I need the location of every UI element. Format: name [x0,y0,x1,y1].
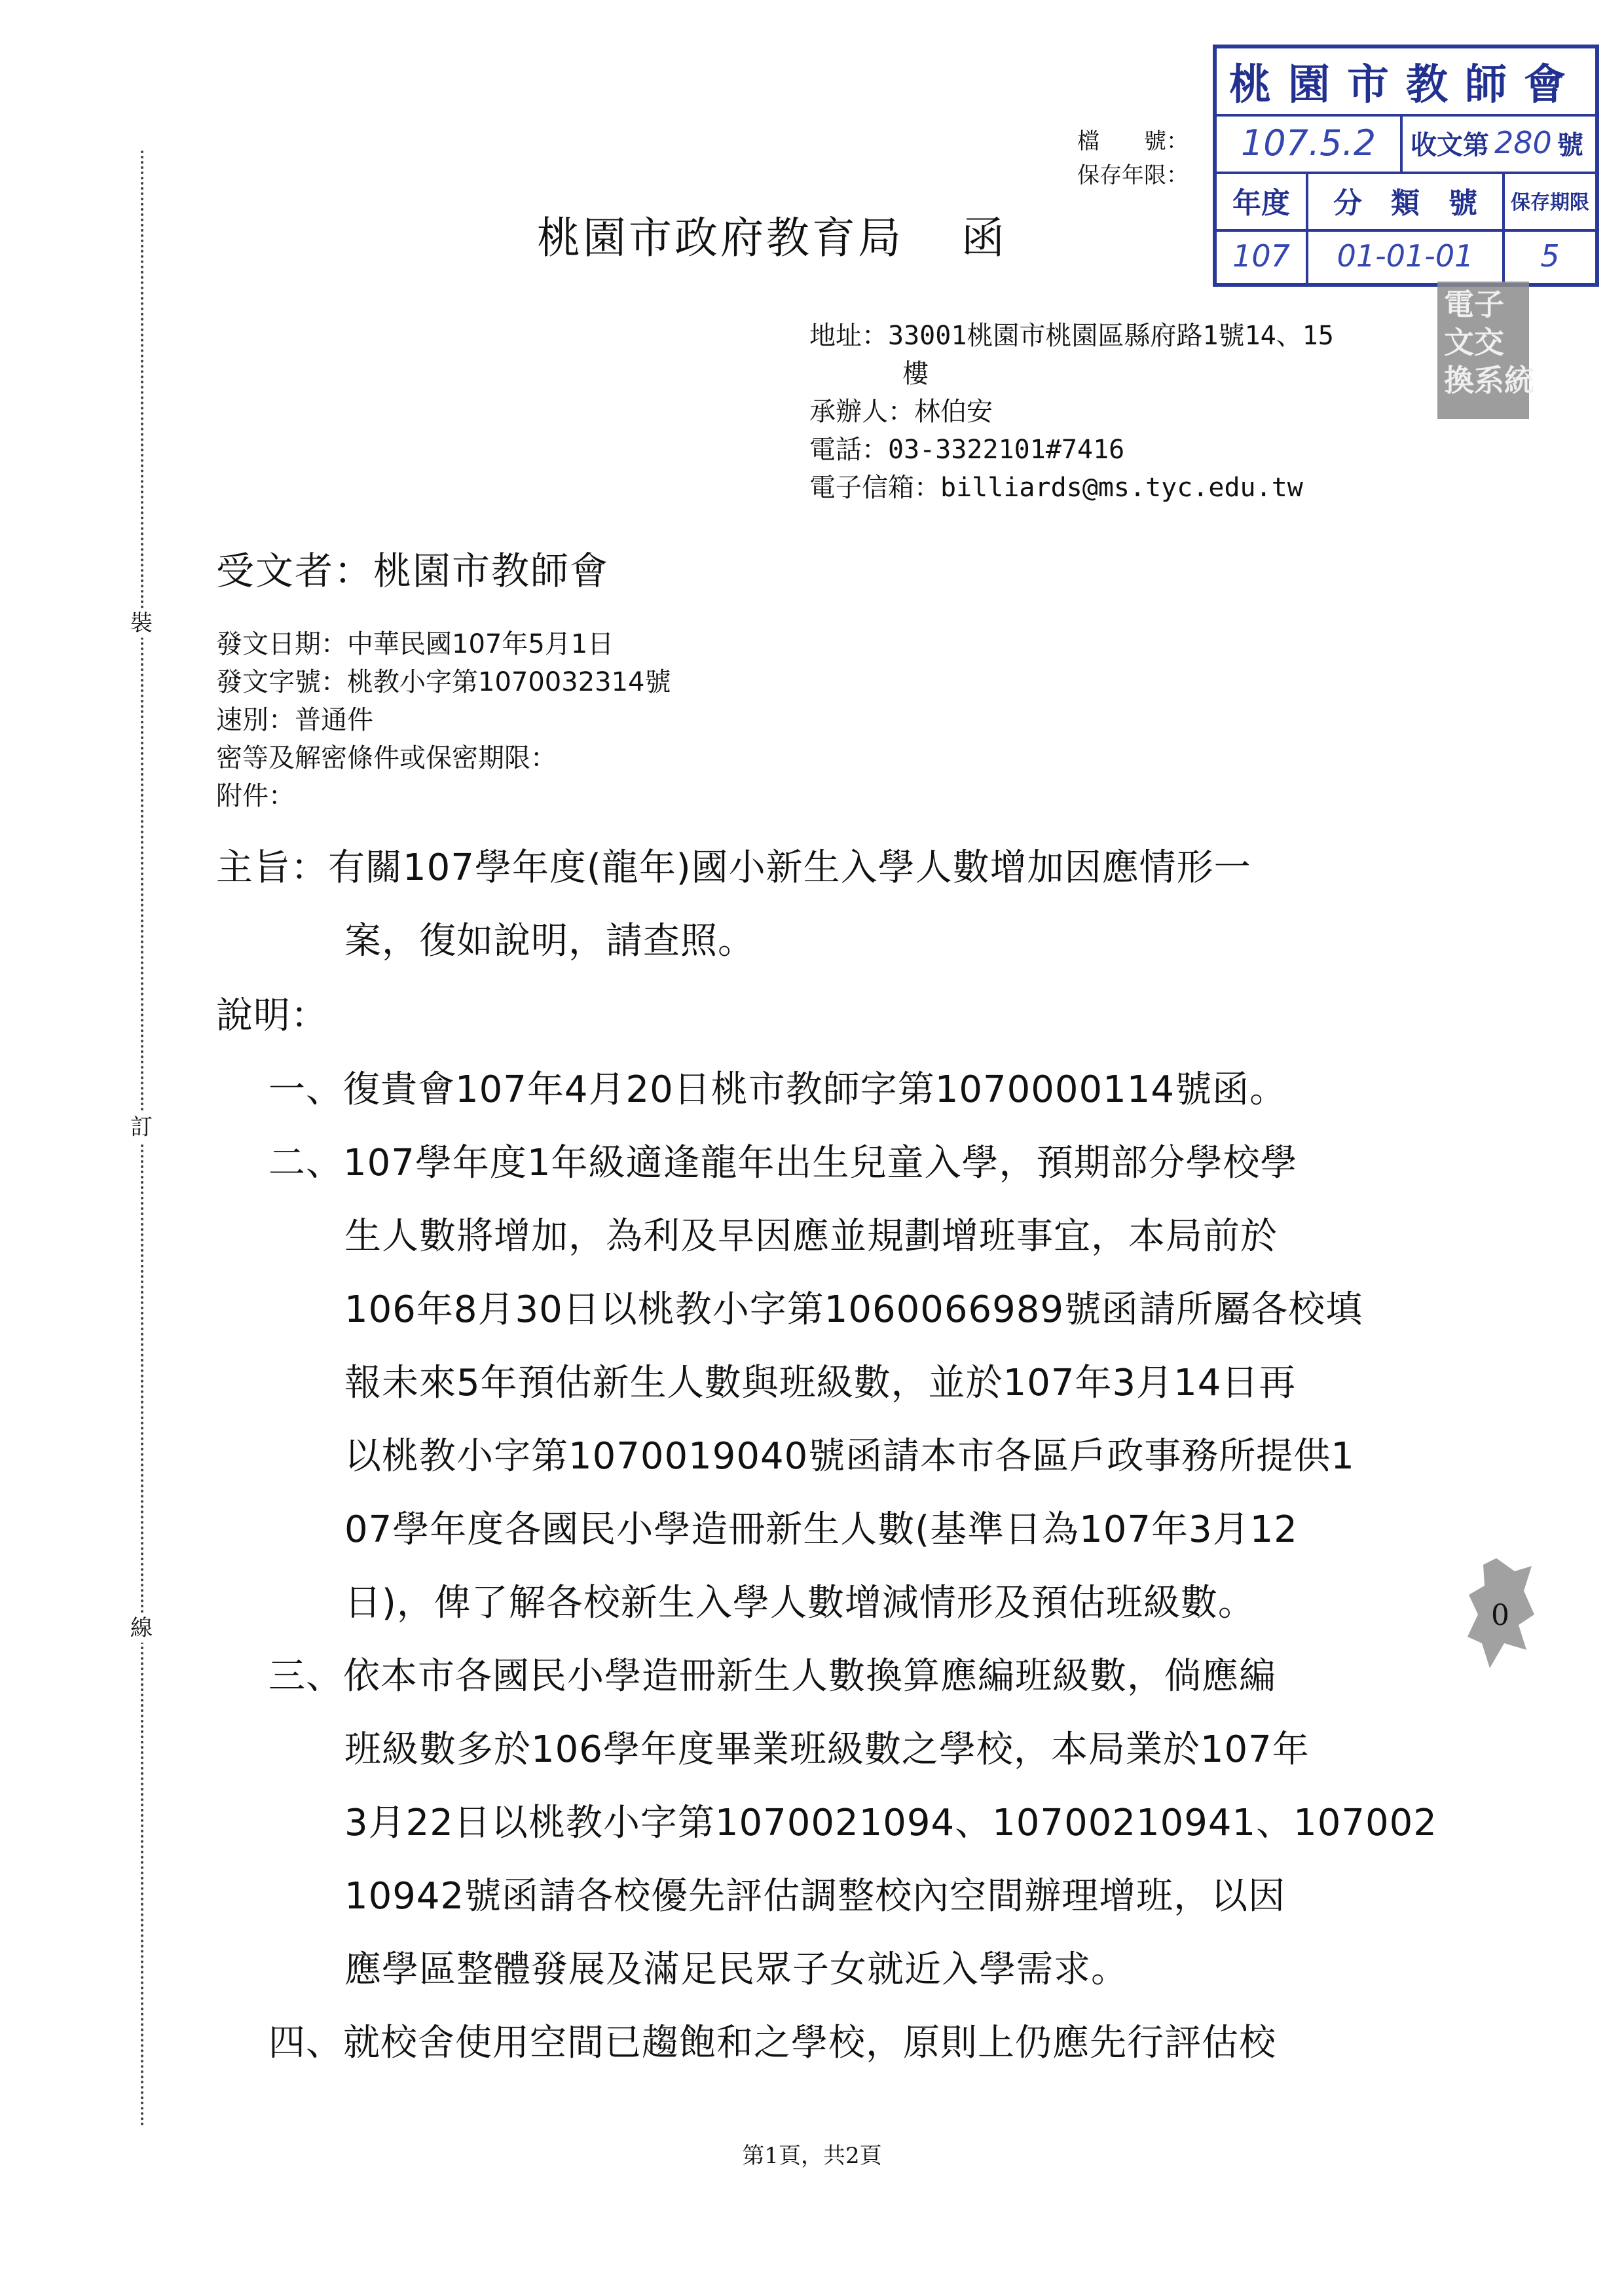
item-3-line: 依本市各國民小學造冊新生人數換算應編班級數，倘應編 [343,1655,1276,1698]
item-2-line: 106年8月30日以桃教小字第1060066989號函請所屬各校填 [344,1288,1363,1331]
stamp-receipt-suffix: 號 [1557,130,1583,160]
stamp-org: 桃園市教師會 [1217,48,1595,117]
stamp-header-row [1217,172,1595,232]
contact-handler: 承辦人：林伯安 [809,397,993,427]
page-footer: 第1頁，共2頁 [742,2143,882,2169]
file-no-label: 檔 號： [1077,128,1189,155]
stamp-receipt-number [1403,114,1595,172]
binding-char-zhuang: 裝 [127,609,156,638]
item-3 [268,1640,1437,2007]
exchange-system-stamp: 電子 文交 換系統 [1437,282,1529,419]
item-2-line: 07學年度各國民小學造冊新生人數(基準日為107年3月12 [344,1508,1298,1551]
item-2-line: 以桃教小字第1070019040號函請本市各區戶政事務所提供1 [344,1435,1355,1478]
item-2-line: 生人數將增加，為利及早因應並規劃增班事宜，本局前於 [344,1215,1278,1258]
stamp-h-keep: 保存期限 [1511,191,1589,214]
item-4-line: 就校舍使用空間已趨飽和之學校，原則上仍應先行評估校 [343,2022,1276,2064]
stamp-v-keep: 5 [1540,238,1560,274]
field-date: 發文日期：中華民國107年5月1日 [216,629,614,659]
subject-line-2: 案，復如說明，請查照。 [344,920,755,962]
field-secrecy: 密等及解密條件或保密期限： [216,743,557,773]
stamp-h-year: 年度 [1217,172,1308,229]
field-speed: 速別：普通件 [216,705,373,735]
document-title [537,203,1007,265]
subject-text-1: 有關107學年度(龍年)國小新生入學人數增加因應情形一 [328,847,1251,889]
field-attachment: 附件： [216,781,295,811]
item-2-line: 報未來5年預估新生人數與班級數，並於107年3月14日再 [344,1362,1297,1404]
item-2 [268,1127,1437,1640]
stamp-value-row [1217,229,1595,283]
item-3-line: 班級數多於106學年度畢業班級數之學校，本局業於107年 [344,1728,1310,1771]
field-ref-no: 發文字號：桃教小字第1070032314號 [216,667,671,697]
explain-label: 說明： [216,994,328,1037]
item-4 [268,2007,1437,2080]
stamp-v-year: 107 [1217,229,1308,283]
binding-char-xian: 線 [127,1614,156,1643]
file-meta [1077,124,1189,192]
subject [216,831,1251,978]
subject-line-1 [216,831,1251,905]
explain-items [268,1053,1437,2080]
seal-mark [1464,1552,1536,1683]
seal-mark-text: 0 [1491,1599,1509,1632]
stamp-receipt-label: 收文第 [1411,130,1490,160]
receipt-stamp [1213,45,1599,287]
item-2-line: 日)，俾了解各校新生入學人數增減情形及預估班級數。 [344,1582,1255,1624]
item-3-line: 3月22日以桃教小字第1070021094、10700210941、107002 [344,1802,1437,1844]
item-2-line: 107學年度1年級適逢龍年出生兒童入學，預期部分學校學 [343,1142,1298,1184]
item-2-num: 二、 [268,1142,343,1184]
stamp-receipt-no: 280 [1494,125,1552,160]
contact-phone: 電話：03-3322101#7416 [809,435,1125,465]
item-3-line: 10942號函請各校優先評估調整校內空間辦理增班，以因 [344,1875,1286,1918]
contact-email: 電子信箱：billiards@ms.tyc.edu.tw [809,473,1303,503]
title-org: 桃園市政府教育局 [537,213,904,263]
item-1-num: 一、 [268,1068,343,1111]
dispatch-fields [216,625,671,815]
stamp-receipt-row [1217,114,1595,174]
stamp-receipt-date: 107.5.2 [1217,114,1403,172]
item-4-num: 四、 [268,2022,343,2064]
binding-char-ding: 訂 [127,1113,156,1142]
retention-label: 保存年限： [1077,162,1189,189]
item-3-num: 三、 [268,1655,343,1698]
item-3-line: 應學區整體發展及滿足民眾子女就近入學需求。 [344,1948,1128,1991]
item-1-line: 復貴會107年4月20日桃市教師字第1070000114號函。 [343,1068,1287,1111]
title-type: 函 [961,213,1007,263]
contact-address-cont: 樓 [902,359,929,389]
stamp-v-class: 01-01-01 [1308,229,1505,283]
item-1 [268,1053,1437,1127]
subject-label: 主旨： [216,847,328,889]
recipient: 受文者：桃園市教師會 [216,549,610,593]
contact-block [809,317,1334,507]
stamp-h-class: 分 類 號 [1308,172,1505,229]
contact-address: 地址：33001桃園市桃園區縣府路1號14、15 [809,321,1334,351]
